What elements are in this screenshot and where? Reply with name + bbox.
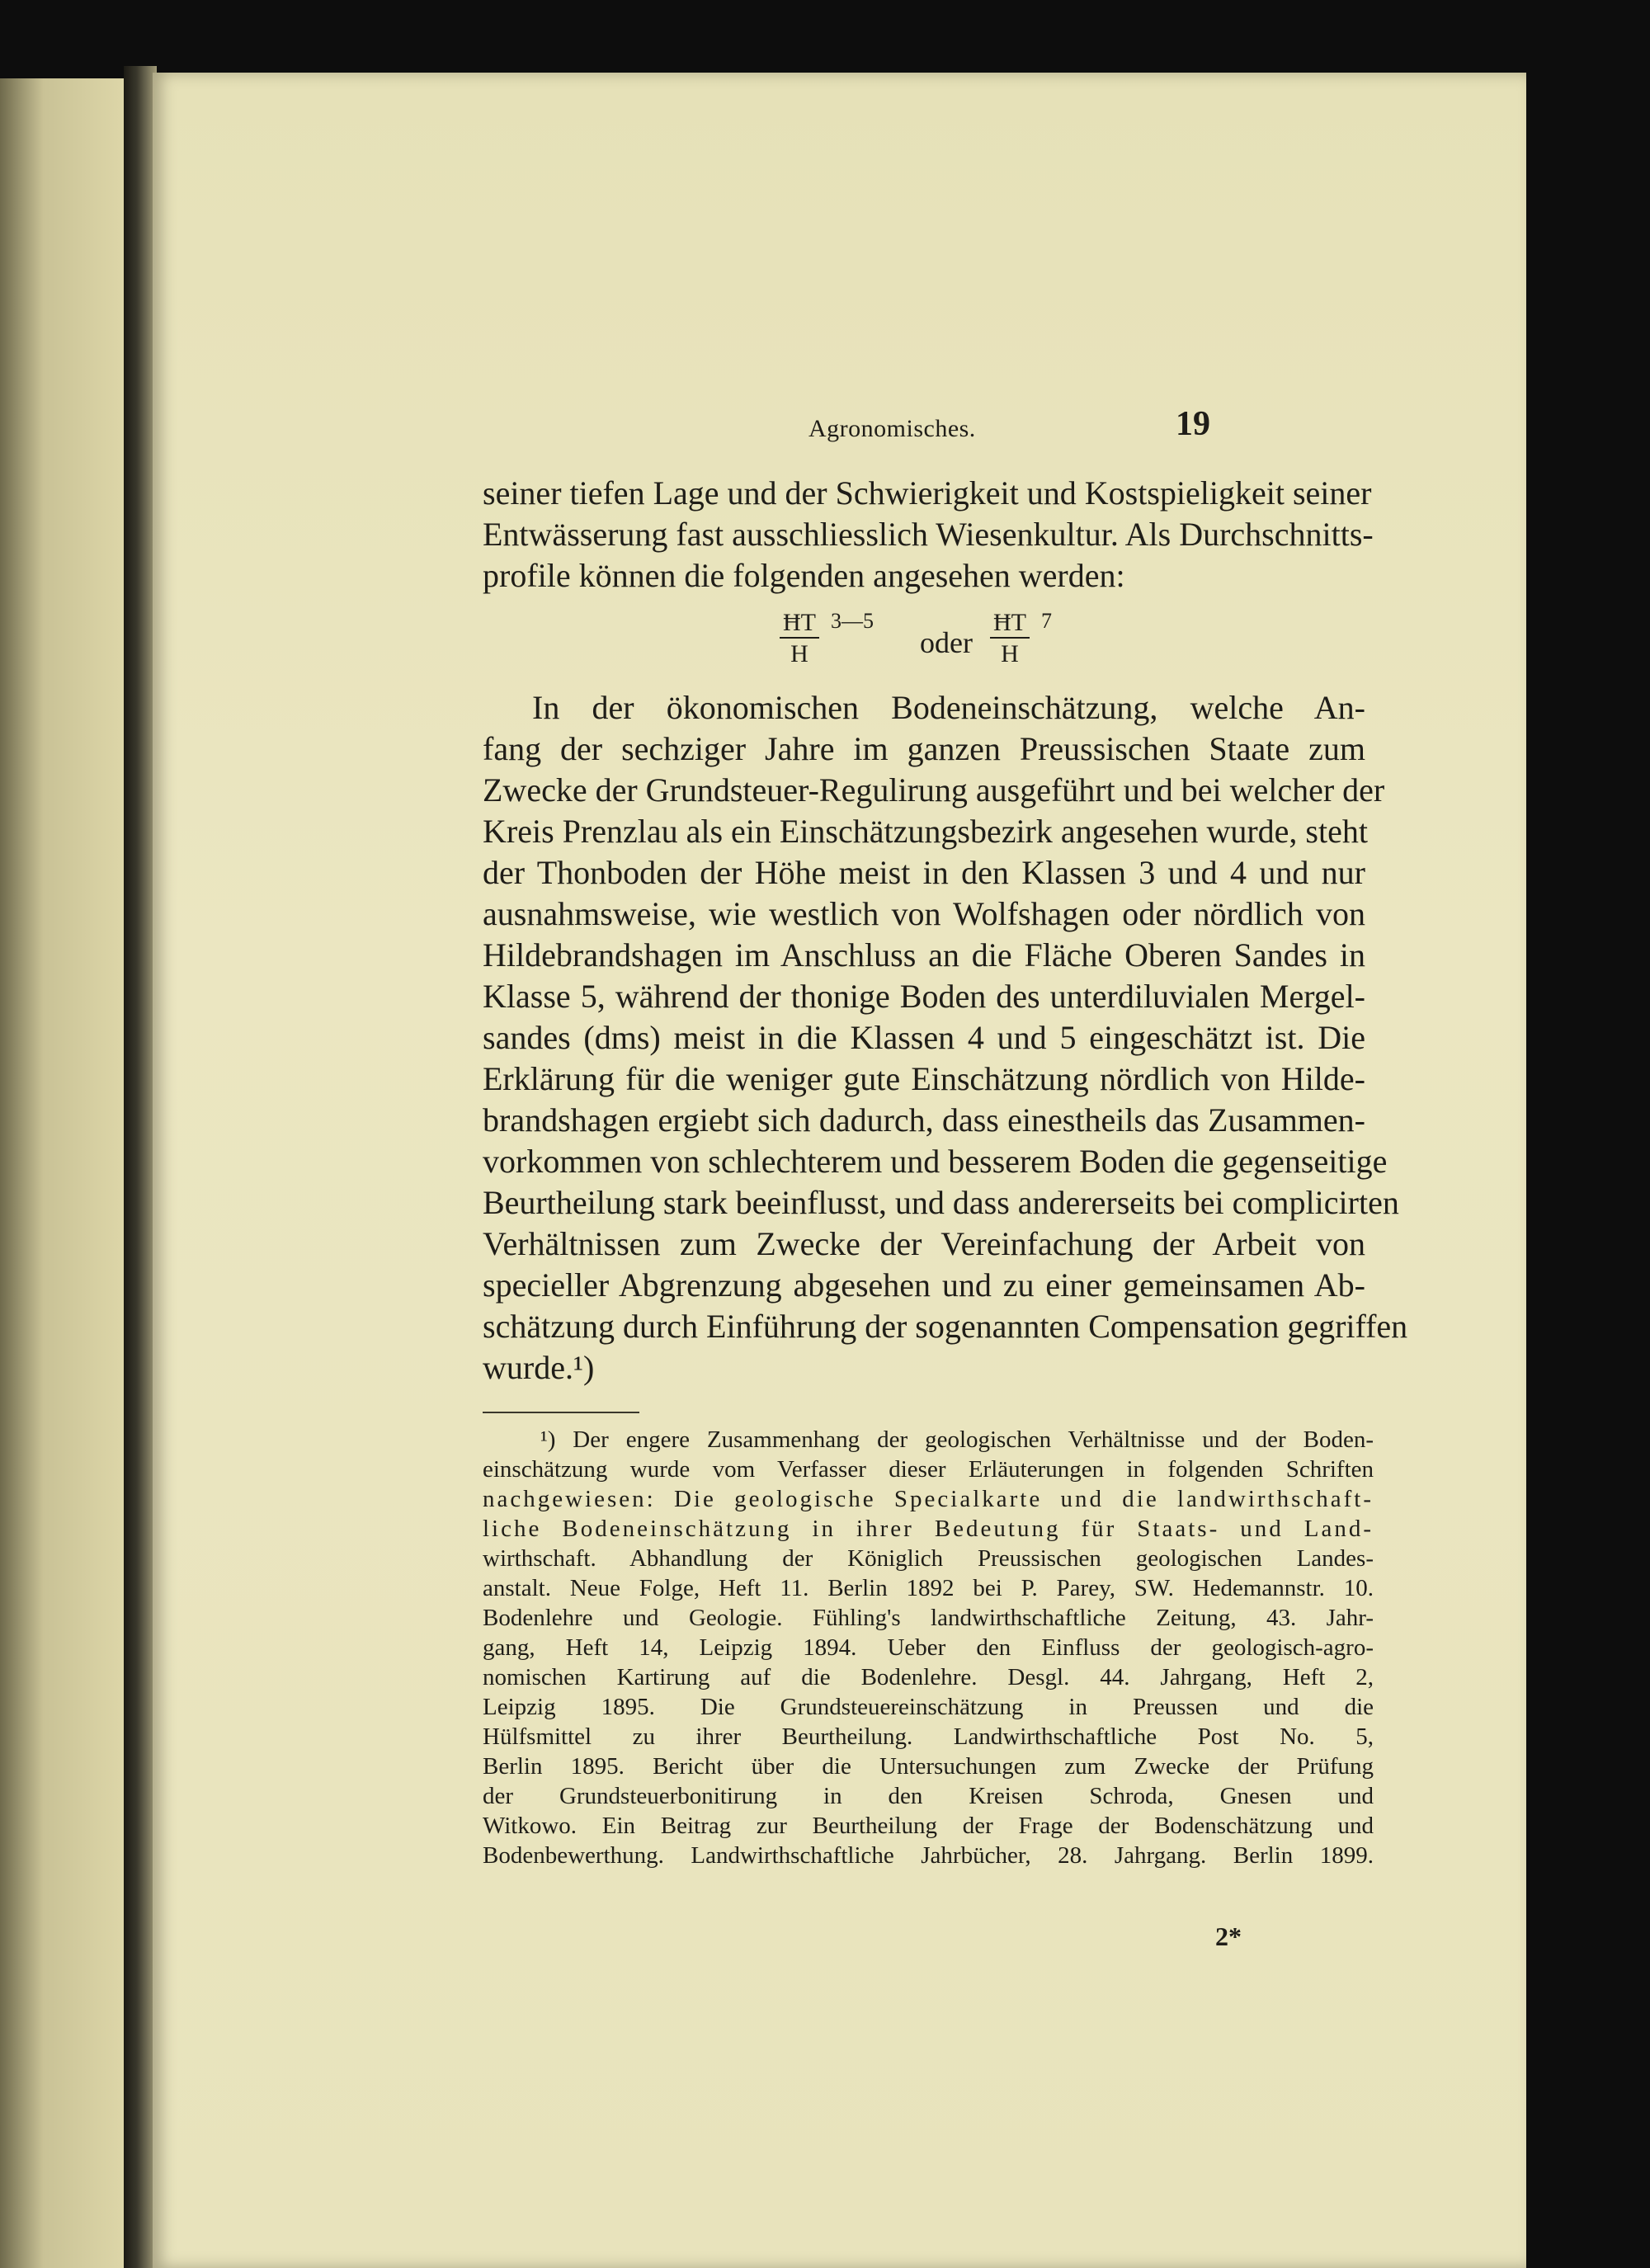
footnote-line: nomischen Kartirung auf die Bodenlehre. Desgl. 44. Jahrgang, Heft 2, — [483, 1664, 1374, 1690]
body-line: seiner tiefen Lage und der Schwierigkeit und Kostspieligkeit seiner — [483, 474, 1372, 512]
footnote-line: liche Bodeneinschätzung in ihrer Bedeutung für Staats- und Land- — [483, 1516, 1374, 1542]
footnote-line: der Grundsteuerbonitirung in den Kreisen Schroda, Gnesen und — [483, 1783, 1374, 1809]
body-line: profile können die folgenden angesehen werden: — [483, 557, 1125, 594]
footnote-line: ¹) Der engere Zusammenhang der geologischen Verhältnisse und der Boden- — [540, 1426, 1374, 1453]
body-line: In der ökonomischen Bodeneinschätzung, welche An- — [532, 689, 1365, 726]
body-line: brandshagen ergiebt sich dadurch, dass einestheils das Zusammen- — [483, 1101, 1365, 1139]
previous-page-edge — [0, 78, 124, 2268]
body-line: schätzung durch Einführung der sogenannten Compensation gegriffen — [483, 1308, 1408, 1345]
signature-mark: 2* — [1215, 1921, 1242, 1951]
formula-denominator: H — [790, 640, 808, 667]
body-line: Verhältnissen zum Zwecke der Vereinfachung der Arbeit von — [483, 1225, 1365, 1262]
formula-denominator: H — [1001, 640, 1019, 667]
running-title: Agronomisches. — [808, 415, 976, 442]
footnote-line: Bodenlehre und Geologie. Fühling's landwirthschaftliche Zeitung, 43. Jahr- — [483, 1605, 1374, 1631]
body-line: vorkommen von schlechterem und besserem Boden die gegenseitige — [483, 1143, 1388, 1180]
footnote-line: wirthschaft. Abhandlung der Königlich Preussischen geologischen Landes- — [483, 1545, 1374, 1572]
book-page — [153, 73, 1526, 2268]
formula-right-fraction — [990, 609, 1030, 668]
body-line: fang der sechziger Jahre im ganzen Preussischen Staate zum — [483, 730, 1365, 767]
footnote-line: Witkowo. Ein Beitrag zur Beurtheilung der Frage der Bodenschätzung und — [483, 1813, 1374, 1839]
footnote-line: Berlin 1895. Bericht über die Untersuchungen zum Zwecke der Prüfung — [483, 1753, 1374, 1780]
body-line: Klasse 5, während der thonige Boden des unterdiluvialen Mergel- — [483, 978, 1365, 1015]
formula-connector: oder — [920, 626, 973, 659]
footnote-line: Hülfsmittel zu ihrer Beurtheilung. Landwirthschaftliche Post No. 5, — [483, 1723, 1374, 1750]
body-line: Zwecke der Grundsteuer-Regulirung ausgeführt und bei welcher der — [483, 771, 1385, 809]
footnote-line: anstalt. Neue Folge, Heft 11. Berlin 1892 bei P. Parey, SW. Hedemannstr. 10. — [483, 1575, 1374, 1601]
body-line: specieller Abgrenzung abgesehen und zu einer gemeinsamen Ab- — [483, 1266, 1365, 1304]
formula-exponent: 3—5 — [831, 609, 874, 633]
footnote-divider — [483, 1412, 639, 1413]
soil-profile-formula — [780, 609, 1192, 683]
body-line: sandes (dms) meist in die Klassen 4 und 5 eingeschätzt ist. Die — [483, 1019, 1365, 1056]
body-line: Erklärung für die weniger gute Einschätzung nördlich von Hilde- — [483, 1060, 1365, 1097]
footnote-line: Leipzig 1895. Die Grundsteuereinschätzung in Preussen und die — [483, 1694, 1374, 1720]
footnote-line: einschätzung wurde vom Verfasser dieser Erläuterungen in folgenden Schriften — [483, 1456, 1374, 1483]
footnote-line: Bodenbewerthung. Landwirthschaftliche Jahrbücher, 28. Jahrgang. Berlin 1899. — [483, 1842, 1374, 1869]
body-line: der Thonboden der Höhe meist in den Klassen 3 und 4 und nur — [483, 854, 1365, 891]
page-number: 19 — [1176, 405, 1210, 443]
formula-numerator: ĦT — [780, 609, 819, 639]
footnote-line: gang, Heft 14, Leipzig 1894. Ueber den Einfluss der geologisch-agro- — [483, 1634, 1374, 1661]
body-line: wurde.¹) — [483, 1349, 595, 1386]
formula-left-fraction — [780, 609, 819, 668]
body-line: Entwässerung fast ausschliesslich Wiesenkultur. Als Durchschnitts- — [483, 516, 1374, 553]
body-line: Kreis Prenzlau als ein Einschätzungsbezirk angesehen wurde, steht — [483, 813, 1368, 850]
gutter-shadow — [124, 66, 157, 2268]
formula-exponent: 7 — [1041, 609, 1052, 633]
body-line: Hildebrandshagen im Anschluss an die Fläche Oberen Sandes in — [483, 936, 1365, 974]
formula-numerator: ĦT — [990, 609, 1030, 639]
body-line: Beurtheilung stark beeinflusst, und dass andererseits bei complicirten — [483, 1184, 1399, 1221]
body-line: ausnahmsweise, wie westlich von Wolfshagen oder nördlich von — [483, 895, 1365, 932]
footnote-line: nachgewiesen: Die geologische Specialkarte und die landwirthschaft- — [483, 1486, 1374, 1512]
